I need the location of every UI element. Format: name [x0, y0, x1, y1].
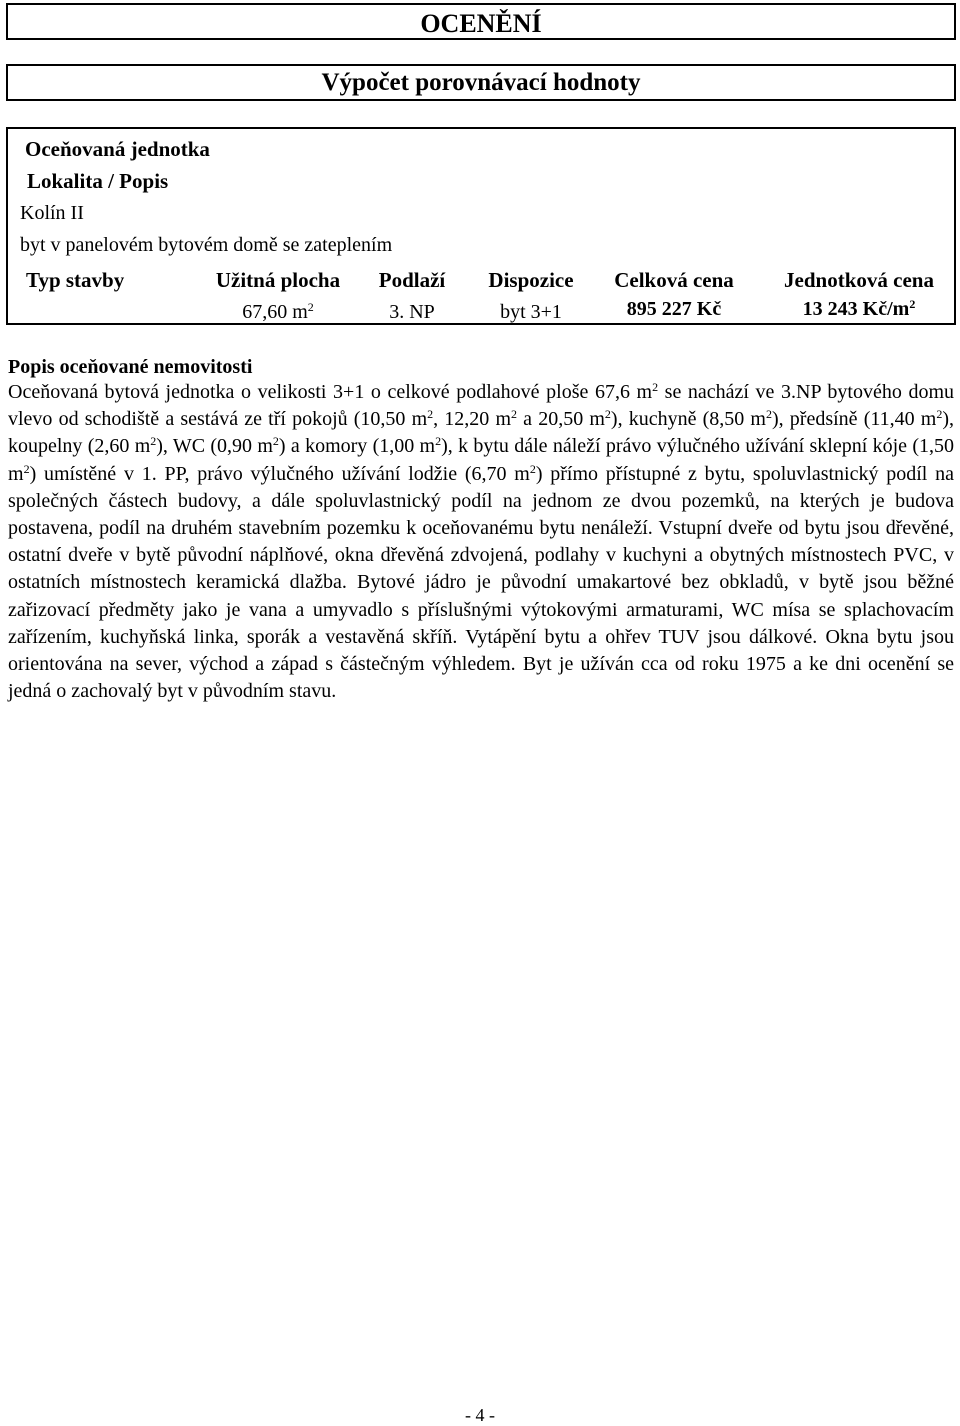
col-header-layout: Dispozice	[488, 268, 574, 292]
building-description: byt v panelovém bytovém domě se zateplením	[20, 234, 393, 256]
page-title: OCENĚNÍ	[420, 9, 542, 38]
area-value: 67,60 $m^2$	[242, 299, 314, 323]
col-header-floor: Podlaží	[378, 268, 446, 292]
valued-unit-box	[6, 127, 956, 325]
col-header-unit-price: Jednotková cena	[784, 268, 934, 292]
location-label: Lokalita / Popis	[27, 169, 169, 193]
location-value: Kolín II	[20, 202, 84, 224]
col-header-area: Užitná plocha	[215, 268, 341, 292]
unit-price-value: 13 243 $Kč/m^2$	[802, 296, 916, 320]
description-text: Oceňovaná bytová jednotka o velikosti 3+1 o celkové podlahové ploše 67,6 $m^2$ se nachází ve 3.NP bytového domu vlevo od schodiště a sestává ze tří pokojů (10,50 $m^2$, 12,20 $m^2$ a 20,50 $m^2$), kuchyně (8,50 $m^2$), předsíně (11,40 $m^2$), koupelny (2,60 $m^2$), WC (0,90 $m^2$) a komory (1,00 $m^2$), k bytu dále náleží právo výlučného užívání sklepní kóje (1,50 $m^2$) umístěné v 1. PP, právo výlučného užívání lodžie (6,70 $m^2$) přímo přístupné z bytu, spoluvlastnický podíl na společných částech budovy, a dále spoluvlastnický podíl na jednom ze dvou pozemků, na kterých je budova postavena, podíl na druhém stavebním pozemku k oceňovanému bytu nenáleží. Vstupní dveře od bytu jsou dřevěné, ostatní dveře v bytě původní náplňové, okna dřevěná zdvojená, podlahy v kuchyni a obytných místnostech PVC, v ostatních místnostech keramická dlažba. Bytové jádro je původní umakartové bez obkladů, v bytě jsou běžné zařizovací předměty jako je vana a umyvadlo s příslušnými výtokovými armaturami, WC mísa se splachovacím zařízením, kuchyňská linka, sporák a vestavěná skříň. Vytápění bytu a ohřev TUV jsou dálkové. Okna bytu jsou orientována na sever, východ a západ s částečným výhledem. Byt je užíván cca od roku 1975 a ke dni ocenění se jedná o zachovalý byt v původním stavu.	[8, 379, 955, 703]
description-heading: Popis oceňované nemovitosti	[8, 356, 253, 378]
subtitle-box	[6, 64, 956, 101]
unit-heading: Oceňovaná jednotka	[25, 137, 210, 161]
area-underline	[198, 323, 360, 324]
layout-value: byt 3+1	[500, 301, 562, 323]
floor-value: 3. NP	[389, 301, 435, 323]
col-header-type: Typ stavby	[26, 268, 125, 292]
section-title: Výpočet porovnávací hodnoty	[321, 69, 641, 96]
page-number: - 4 -	[465, 1405, 495, 1425]
total-price-value: 895 227 Kč	[626, 298, 722, 320]
title-box	[6, 3, 956, 40]
price-underline	[598, 323, 766, 324]
col-header-total-price: Celková cena	[614, 268, 734, 292]
